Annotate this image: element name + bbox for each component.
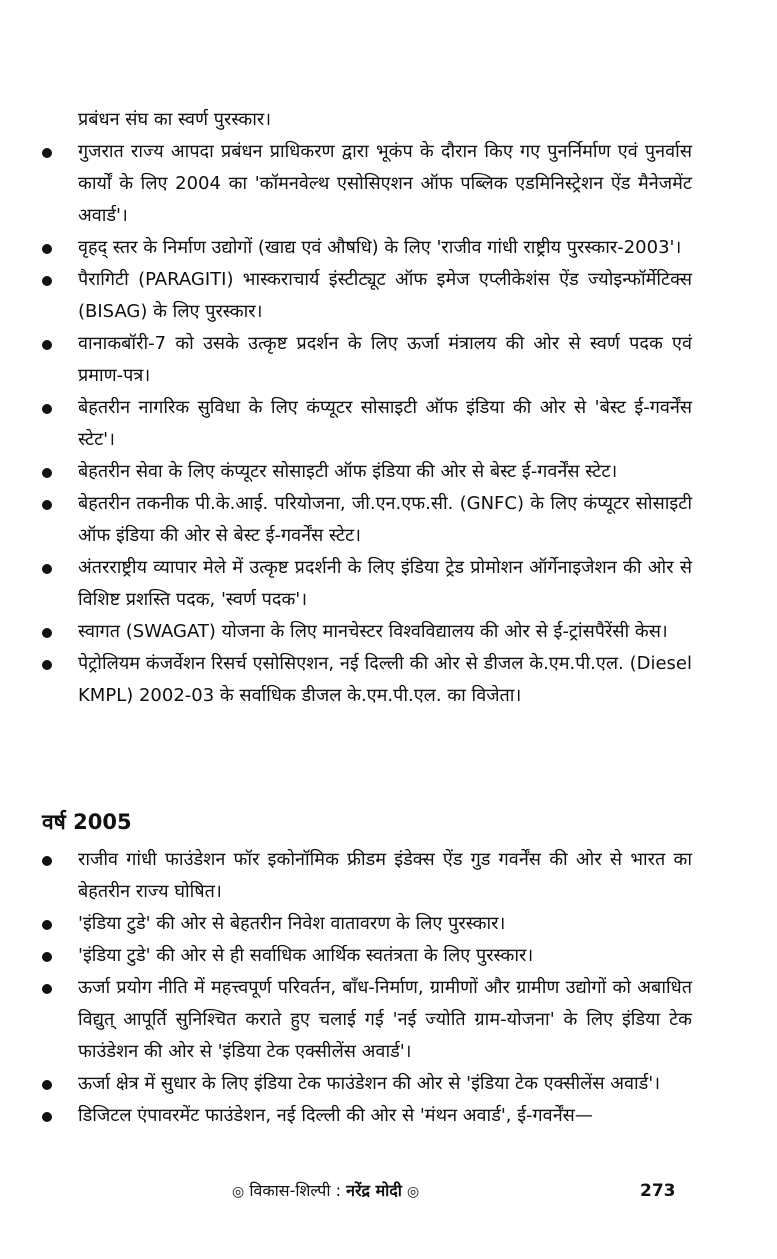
bullet-icon bbox=[42, 340, 52, 350]
page-footer bbox=[0, 1176, 777, 1206]
year-heading: वर्ष 2005 bbox=[42, 810, 132, 834]
author-name: नरेंद्र मोदी bbox=[346, 1181, 402, 1200]
list-item bbox=[42, 940, 692, 972]
list-item bbox=[42, 1068, 692, 1100]
list-item bbox=[42, 488, 692, 552]
bullet-icon bbox=[42, 1080, 52, 1090]
list-item-text: राजीव गांधी फाउंडेशन फॉर इकोनॉमिक फ्रीडम इंडेक्स ऐंड गुड गवर्नेंस की ओर से भारत का बेहतरीन राज्य घोषित। bbox=[78, 849, 692, 902]
bullet-icon bbox=[42, 952, 52, 962]
ornament-icon: ◎ bbox=[407, 1184, 420, 1200]
list-item-text: डिजिटल एंपावरमेंट फाउंडेशन, नई दिल्ली की ओर से 'मंथन अवार्ड', ई-गवर्नेंस— bbox=[78, 1105, 593, 1126]
list-item-text: स्वागत (SWAGAT) योजना के लिए मानचेस्टर विश्वविद्यालय की ओर से ई-ट्रांसपैरेंसी केस। bbox=[78, 621, 668, 642]
list-item-text: गुजरात राज्य आपदा प्रबंधन प्राधिकरण द्वारा भूकंप के दौरान किए गए पुनर्निर्माण एवं पुनर्वास कार्यों के लिए 2004 का 'कॉमनवेल्थ एसोसिएशन ऑफ पब्लिक एडमिनिस्ट्रेशन ऐंड मैनेजमेंट अवार्ड'। bbox=[78, 141, 692, 226]
list-item-text: ऊर्जा क्षेत्र में सुधार के लिए इंडिया टेक फाउंडेशन की ओर से 'इंडिया टेक एक्सीलेंस अवार्ड'। bbox=[78, 1073, 661, 1094]
ornament-icon: ◎ bbox=[232, 1184, 245, 1200]
list-item-text: 'इंडिया टुडे' की ओर से बेहतरीन निवेश वातावरण के लिए पुरस्कार। bbox=[78, 913, 506, 934]
list-item-text: बेहतरीन सेवा के लिए कंप्यूटर सोसाइटी ऑफ इंडिया की ओर से बेस्ट ई-गवर्नेंस स्टेट। bbox=[78, 461, 618, 482]
bullet-icon bbox=[42, 920, 52, 930]
bullet-icon bbox=[42, 468, 52, 478]
page-number: 273 bbox=[640, 1181, 676, 1201]
list-item bbox=[42, 1100, 692, 1132]
bullet-icon bbox=[42, 1112, 52, 1122]
awards-2004-list bbox=[42, 136, 692, 712]
bullet-icon bbox=[42, 500, 52, 510]
list-item bbox=[42, 844, 692, 908]
bullet-icon bbox=[42, 984, 52, 994]
list-item bbox=[42, 264, 692, 328]
list-item-text: वृहद् स्तर के निर्माण उद्योगों (खाद्य एवं औषधि) के लिए 'राजीव गांधी राष्ट्रीय पुरस्कार-2003'। bbox=[78, 237, 682, 258]
bullet-icon bbox=[42, 856, 52, 866]
bullet-icon bbox=[42, 404, 52, 414]
list-item bbox=[42, 552, 692, 616]
list-item bbox=[42, 908, 692, 940]
list-item bbox=[42, 648, 692, 712]
list-item-text: 'इंडिया टुडे' की ओर से ही सर्वाधिक आर्थिक स्वतंत्रता के लिए पुरस्कार। bbox=[78, 945, 534, 966]
list-item-text: अंतरराष्ट्रीय व्यापार मेले में उत्कृष्ट प्रदर्शनी के लिए इंडिया ट्रेड प्रोमोशन ऑर्गेनाइजेशन की ओर से विशिष्ट प्रशस्ति पदक, 'स्वर्ण पदक'। bbox=[78, 557, 692, 610]
list-item bbox=[42, 456, 692, 488]
list-item-text: पेट्रोलियम कंजर्वेशन रिसर्च एसोसिएशन, नई दिल्ली की ओर से डीजल के.एम.पी.एल. (Diesel KMPL) 2002-03 के सर्वाधिक डीजल के.एम.पी.एल. का विजेता। bbox=[78, 653, 692, 706]
list-item bbox=[42, 328, 692, 392]
book-title: विकास-शिल्पी : bbox=[249, 1181, 341, 1200]
bullet-icon bbox=[42, 244, 52, 254]
running-footer bbox=[232, 1176, 419, 1207]
bullet-icon bbox=[42, 276, 52, 286]
intro-text: प्रबंधन संघ का स्वर्ण पुरस्कार। bbox=[78, 109, 272, 130]
list-item bbox=[42, 616, 692, 648]
bullet-icon bbox=[42, 564, 52, 574]
bullet-icon bbox=[42, 660, 52, 670]
awards-2005-list bbox=[42, 844, 692, 1132]
list-item bbox=[42, 392, 692, 456]
list-item-text: ऊर्जा प्रयोग नीति में महत्त्वपूर्ण परिवर्तन, बाँध-निर्माण, ग्रामीणों और ग्रामीण उद्योगों को अबाधित विद्युत् आपूर्ति सुनिश्चित कराते हुए चलाई गई 'नई ज्योति ग्राम-योजना' के लिए इंडिया टेक फाउंडेशन की ओर से 'इंडिया टेक एक्सीलेंस अवार्ड'। bbox=[78, 977, 692, 1062]
bullet-icon bbox=[42, 628, 52, 638]
list-item bbox=[42, 232, 692, 264]
list-item-text: पैरागिटी (PARAGITI) भास्कराचार्य इंस्टीट्यूट ऑफ इमेज एप्लीकेशंस ऐंड ज्योइन्फॉर्मेटिक्स (BISAG) के लिए पुरस्कार। bbox=[78, 269, 692, 322]
list-item-text: बेहतरीन तकनीक पी.के.आई. परियोजना, जी.एन.एफ.सी. (GNFC) के लिए कंप्यूटर सोसाइटी ऑफ इंडिया की ओर से बेस्ट ई-गवर्नेंस स्टेट। bbox=[78, 493, 692, 546]
list-item-text: बेहतरीन नागरिक सुविधा के लिए कंप्यूटर सोसाइटी ऑफ इंडिया की ओर से 'बेस्ट ई-गवर्नेंस स्टेट'। bbox=[78, 397, 692, 450]
list-item bbox=[42, 136, 692, 232]
bullet-icon bbox=[42, 148, 52, 158]
list-item-text: वानाकबॉरी-7 को उसके उत्कृष्ट प्रदर्शन के लिए ऊर्जा मंत्रालय की ओर से स्वर्ण पदक एवं प्रमाण-पत्र। bbox=[78, 333, 692, 386]
list-item bbox=[42, 972, 692, 1068]
